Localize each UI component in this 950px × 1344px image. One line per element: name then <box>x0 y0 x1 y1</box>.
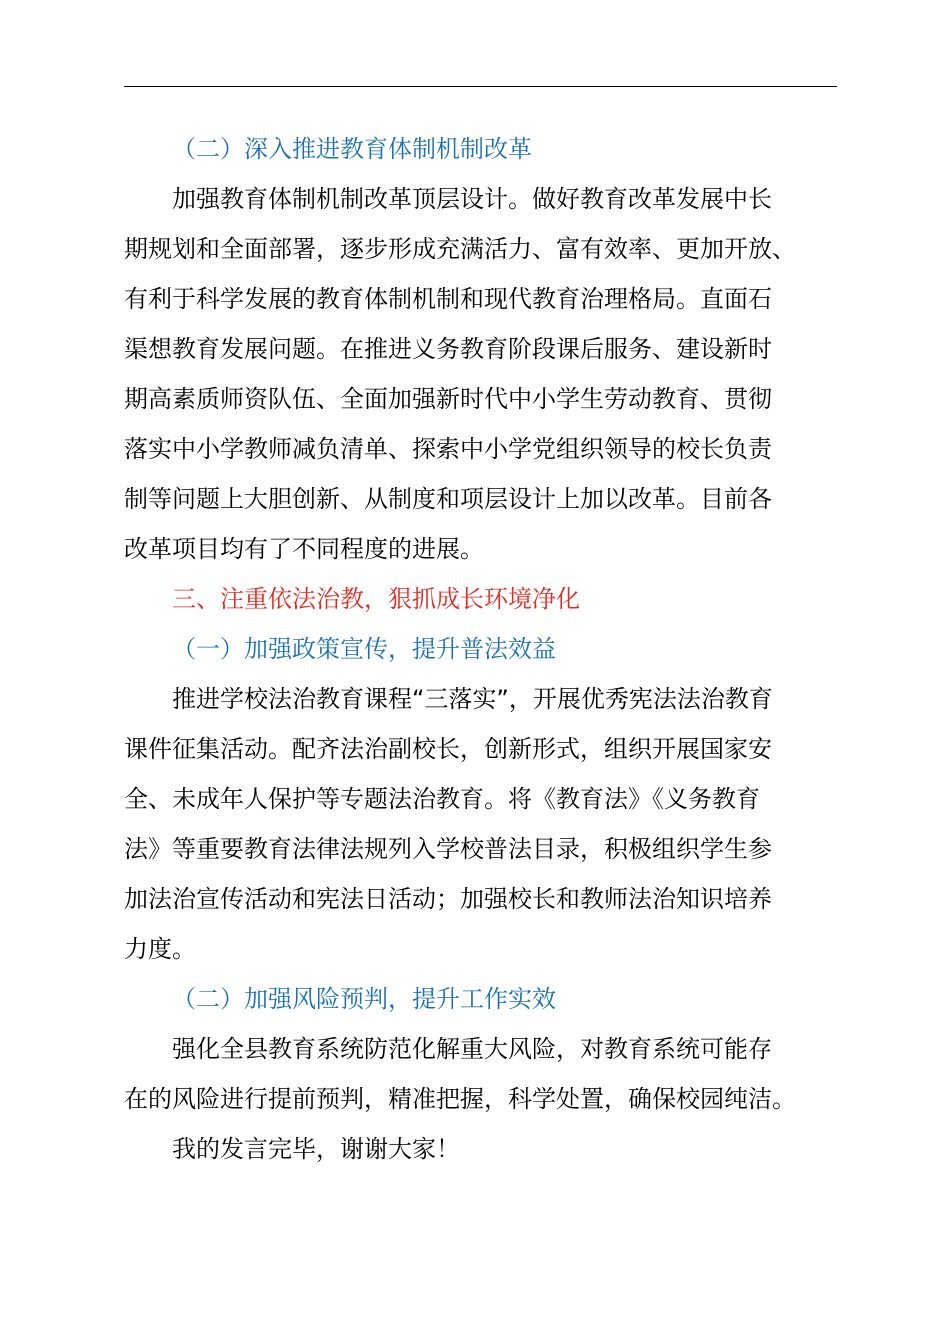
paragraph-line: 有利于科学发展的教育体制机制和现代教育治理格局。直面石 <box>124 285 772 313</box>
paragraph-line: 力度。 <box>124 935 196 963</box>
paragraph-line: 推进学校法治教育课程“三落实”，开展优秀宪法法治教育 <box>172 685 773 713</box>
document-body <box>124 124 837 1174</box>
paragraph-line: 落实中小学教师减负清单、探索中小学党组织领导的校长负责 <box>124 435 772 463</box>
paragraph-line: 渠想教育发展问题。在推进义务教育阶段课后服务、建设新时 <box>124 335 772 363</box>
paragraph-line: 期规划和全面部署，逐步形成充满活力、富有效率、更加开放、 <box>124 235 796 263</box>
subheading-policy-publicity: （一）加强政策宣传，提升普法效益 <box>172 635 556 663</box>
subheading-risk-prediction: （二）加强风险预判，提升工作实效 <box>172 985 556 1013</box>
paragraph-line: 在的风险进行提前预判，精准把握，科学处置，确保校园纯洁。 <box>124 1085 796 1113</box>
paragraph-line: 课件征集活动。配齐法治副校长，创新形式，组织开展国家安 <box>124 735 772 763</box>
paragraph-line: 全、未成年人保护等专题法治教育。将《教育法》《义务教育 <box>124 785 760 813</box>
header-rule <box>124 86 837 87</box>
paragraph-line: 法》等重要教育法律法规列入学校普法目录，积极组织学生参 <box>124 835 772 863</box>
paragraph-line: 改革项目均有了不同程度的进展。 <box>124 535 484 563</box>
paragraph-line: 强化全县教育系统防范化解重大风险，对教育系统可能存 <box>172 1035 772 1063</box>
paragraph-line: 加法治宣传活动和宪法日活动；加强校长和教师法治知识培养 <box>124 885 772 913</box>
paragraph-line: 期高素质师资队伍、全面加强新时代中小学生劳动教育、贯彻 <box>124 385 772 413</box>
section-heading-rule-of-law: 三、注重依法治教，狠抓成长环境净化 <box>172 585 580 613</box>
paragraph-line: 制等问题上大胆创新、从制度和项层设计上加以改革。目前各 <box>124 485 772 513</box>
paragraph-line: 加强教育体制机制改革顶层设计。做好教育改革发展中长 <box>172 185 772 213</box>
subheading-reform: （二）深入推进教育体制机制改革 <box>172 135 532 163</box>
closing-remark: 我的发言完毕，谢谢大家！ <box>172 1135 460 1163</box>
